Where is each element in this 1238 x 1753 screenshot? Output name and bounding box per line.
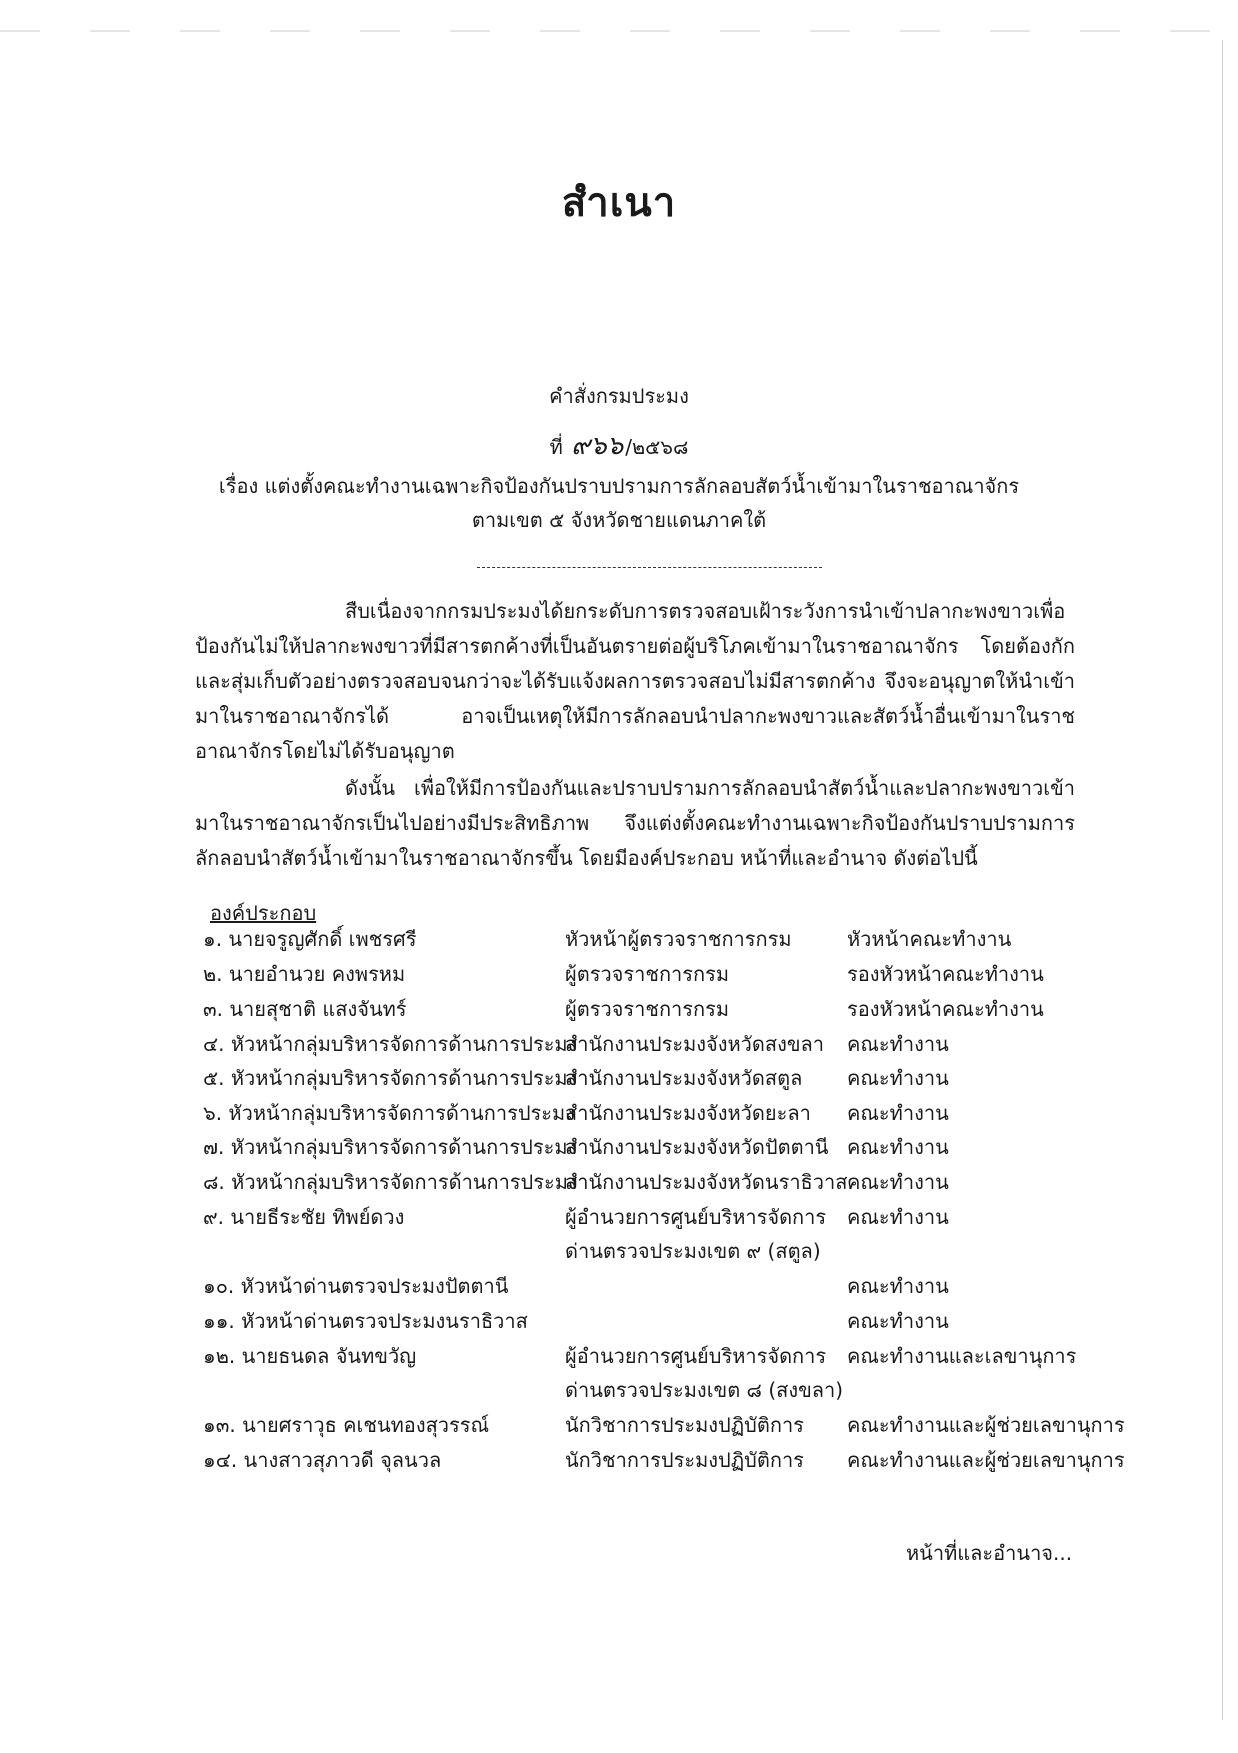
member-name: ๖. หัวหน้ากลุ่มบริหารจัดการด้านการประมง [203, 1101, 575, 1125]
member-name: ๓. นายสุชาติ แสงจันทร์ [203, 997, 407, 1021]
member-position: ผู้ตรวจราชการกรม [565, 997, 730, 1021]
member-position: หัวหน้าผู้ตรวจราชการกรม [565, 927, 792, 951]
member-position: สำนักงานประมงจังหวัดนราธิวาส [565, 1170, 848, 1194]
member-name: ๑๓. นายศราวุธ คเชนทองสุวรรณ์ [203, 1413, 490, 1437]
members-heading: องค์ประกอบ [210, 901, 317, 925]
member-role: คณะทำงาน [847, 1309, 949, 1333]
member-position: นักวิชาการประมงปฏิบัติการ [565, 1413, 804, 1437]
member-name: ๑๔. นางสาวสุภาวดี จุลนวล [203, 1448, 442, 1472]
page-continuation: หน้าที่และอำนาจ... [906, 1541, 1073, 1565]
member-position: ผู้อำนวยการศูนย์บริหารจัดการ [565, 1205, 827, 1229]
member-name: ๗. หัวหน้ากลุ่มบริหารจัดการด้านการประมง [203, 1135, 578, 1159]
member-role: รองหัวหน้าคณะทำงาน [847, 962, 1044, 986]
body-paragraph-2-text: ดังนั้น เพื่อให้มีการป้องกันและปราบปรามการลักลอบนำสัตว์น้ำและปลากะพงขาวเข้ามาในราชอาณาจักรเป็นไปอย่างมีประสิทธิภาพ จึงแต่งตั้งคณะทำงานเฉพาะกิจป้องกันปราบปรามการลักลอบนำสัตว์น้ำเข้ามาในราชอาณาจักรขึ้น โดยมีองค์ประกอบ หน้าที่และอำนาจ ดังต่อไปนี้ [195, 776, 1075, 870]
member-name: ๑๐. หัวหน้าด่านตรวจประมงปัตตานี [203, 1274, 509, 1298]
member-role: คณะทำงาน [847, 1170, 949, 1194]
member-name: ๑๑. หัวหน้าด่านตรวจประมงนราธิวาส [203, 1309, 528, 1333]
member-position: สำนักงานประมงจังหวัดสตูล [565, 1066, 803, 1090]
order-subject-line1: เรื่อง แต่งตั้งคณะทำงานเฉพาะกิจป้องกันปราบปรามการลักลอบสัตว์น้ำเข้ามาในราชอาณาจักร [218, 474, 1020, 498]
member-role: คณะทำงาน [847, 1032, 949, 1056]
member-position: นักวิชาการประมงปฏิบัติการ [565, 1448, 804, 1472]
member-name: ๘. หัวหน้ากลุ่มบริหารจัดการด้านการประมง [203, 1170, 578, 1194]
member-role: คณะทำงานและผู้ช่วยเลขานุการ [847, 1448, 1125, 1472]
member-name: ๕. หัวหน้ากลุ่มบริหารจัดการด้านการประมง [203, 1066, 578, 1090]
member-position: ผู้อำนวยการศูนย์บริหารจัดการ [565, 1344, 827, 1368]
member-role: คณะทำงาน [847, 1274, 949, 1298]
order-number-prefix: ที่ [549, 435, 563, 459]
member-role: รองหัวหน้าคณะทำงาน [847, 997, 1044, 1021]
member-position: ผู้ตรวจราชการกรม [565, 962, 730, 986]
member-name: ๑๒. นายธนดล จันทขวัญ [203, 1344, 417, 1368]
member-position: สำนักงานประมงจังหวัดสงขลา [565, 1032, 825, 1056]
member-role: คณะทำงานและเลขานุการ [847, 1344, 1077, 1368]
member-name: ๒. นายอำนวย คงพรหม [203, 962, 406, 986]
member-role: คณะทำงานและผู้ช่วยเลขานุการ [847, 1413, 1125, 1437]
member-name: ๙. นายธีระชัย ทิพย์ดวง [203, 1205, 405, 1229]
order-subject-line2: ตามเขต ๕ จังหวัดชายแดนภาคใต้ [471, 508, 767, 532]
member-role: คณะทำงาน [847, 1101, 949, 1125]
order-number-suffix: /๒๕๖๘ [625, 435, 689, 459]
copy-stamp: สำเนา [561, 180, 677, 226]
member-position: สำนักงานประมงจังหวัดปัตตานี [565, 1135, 829, 1159]
body-paragraph-1-text: สืบเนื่องจากกรมประมงได้ยกระดับการตรวจสอบเฝ้าระวังการนำเข้าปลากะพงขาวเพื่อป้องกันไม่ให้ปลากะพงขาวที่มีสารตกค้างที่เป็นอันตรายต่อผู้บริโภคเข้ามาในราชอาณาจักร โดยต้องกักและสุ่มเก็บตัวอย่างตรวจสอบจนกว่าจะได้รับแจ้งผลการตรวจสอบไม่มีสารตกค้าง จึงจะอนุญาตให้นำเข้ามาในราชอาณาจักรได้ อาจเป็นเหตุให้มีการลักลอบนำปลากะพงขาวและสัตว์น้ำอื่นเข้ามาในราชอาณาจักรโดยไม่ได้รับอนุญาต [195, 599, 1075, 763]
order-issuer: คำสั่งกรมประมง [549, 384, 689, 408]
member-role: คณะทำงาน [847, 1205, 949, 1229]
order-number-handwritten: ๙๖๖ [571, 431, 624, 461]
member-role: คณะทำงาน [847, 1135, 949, 1159]
member-position-line2: ด่านตรวจประมงเขต ๙ (สตูล) [565, 1239, 821, 1263]
member-position: สำนักงานประมงจังหวัดยะลา [565, 1101, 811, 1125]
member-name: ๔. หัวหน้ากลุ่มบริหารจัดการด้านการประมง [203, 1032, 578, 1056]
member-position-line2: ด่านตรวจประมงเขต ๘ (สงขลา) [565, 1378, 844, 1402]
member-name: ๑. นายจรูญศักดิ์ เพชรศรี [203, 927, 417, 951]
member-role: คณะทำงาน [847, 1066, 949, 1090]
member-role: หัวหน้าคณะทำงาน [847, 927, 1012, 951]
